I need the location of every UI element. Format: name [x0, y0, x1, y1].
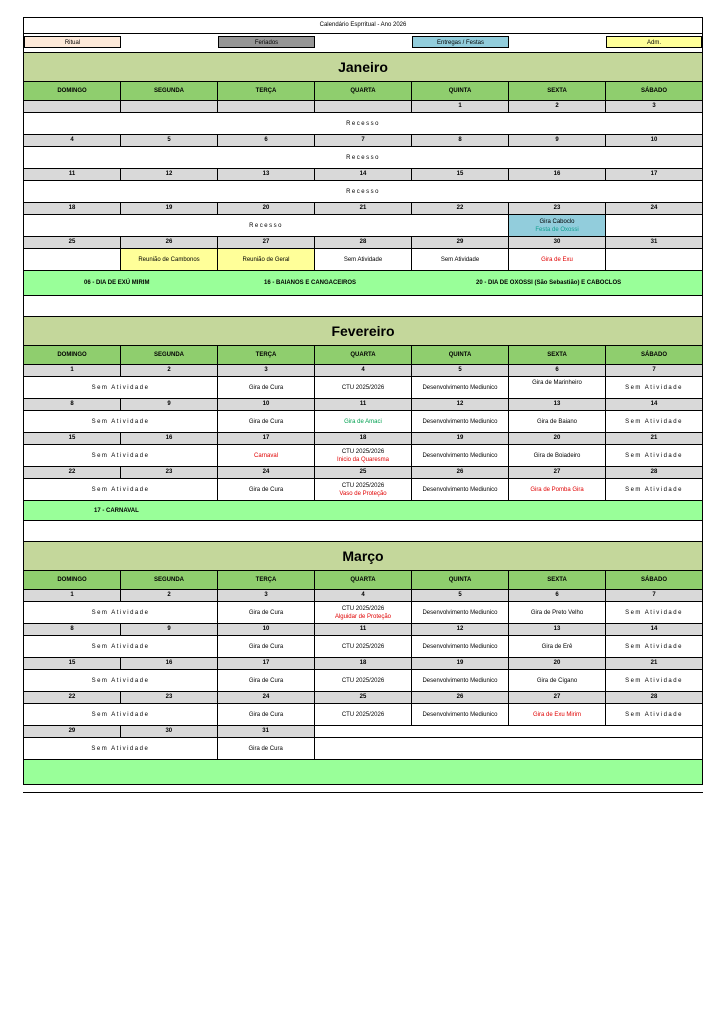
event-sem-atividade: Sem Atividade	[315, 249, 412, 270]
date-cell: 22	[24, 467, 121, 478]
date-row	[24, 624, 702, 636]
date-cell: 12	[412, 624, 509, 635]
weekday: SEGUNDA	[121, 571, 218, 589]
date-cell: 5	[121, 135, 218, 146]
event-ctu: CTU 2025/2026	[315, 670, 412, 691]
event-sem-atividade: Sem Atividade	[24, 704, 218, 725]
date-cell	[24, 101, 121, 112]
date-cell: 17	[218, 433, 315, 444]
date-cell: 15	[412, 169, 509, 180]
recesso-cell: Recesso	[346, 120, 380, 127]
date-cell: 27	[509, 467, 606, 478]
date-cell: 11	[315, 624, 412, 635]
legend-ritual: Ritual	[24, 36, 121, 48]
event-gira-cura: Gira de Cura	[218, 738, 315, 759]
activity-row	[24, 113, 702, 135]
date-cell: 14	[650, 626, 658, 632]
date-cell: 10	[650, 137, 658, 143]
recesso-cell: Recesso	[24, 215, 509, 236]
date-cell: 5	[412, 365, 509, 376]
event-sem-atividade: Sem Atividade	[24, 670, 218, 691]
event-desenvolvimento: Desenvolvimento Mediunico	[412, 479, 509, 500]
event-gira-exu: Gira de Exu	[509, 249, 606, 270]
weekday: DOMINGO	[24, 571, 121, 589]
activity-row	[24, 738, 702, 760]
month-title-fevereiro: Fevereiro	[24, 317, 702, 346]
date-cell: 1	[24, 590, 121, 601]
date-cell: 2	[121, 365, 218, 376]
event-ctu	[315, 602, 412, 623]
legend-feriados: Feriados	[218, 36, 315, 48]
event-desenvolvimento: Desenvolvimento Mediunico	[412, 602, 509, 623]
date-cell: 9	[509, 135, 606, 146]
event-sem-atividade: Sem Atividade	[24, 377, 218, 398]
event-ctu	[315, 479, 412, 500]
event-sublabel: Inicio da Quaresma	[336, 456, 390, 463]
date-cell: 7	[652, 592, 656, 598]
date-row	[24, 135, 702, 147]
date-row	[24, 590, 702, 602]
event-gira-exu-mirim: Gira de Exu Mirim	[509, 704, 606, 725]
date-cell: 13	[509, 399, 606, 410]
event-sem-atividade: Sem Atividade	[625, 609, 683, 616]
legend	[24, 34, 702, 53]
empty-cell	[606, 249, 702, 270]
date-cell: 16	[121, 433, 218, 444]
date-cell: 9	[121, 624, 218, 635]
event-gira-amaci: Gira de Amaci	[315, 411, 412, 432]
date-cell: 20	[218, 203, 315, 214]
event-gira-ere: Gira de Erê	[509, 636, 606, 657]
activity-row	[24, 181, 702, 203]
event-gira-boiadeiro: Gira de Boiadeiro	[509, 445, 606, 466]
event-label: CTU 2025/2026	[341, 482, 385, 489]
event-gira-cura: Gira de Cura	[218, 479, 315, 500]
date-cell: 24	[650, 205, 658, 211]
date-cell: 15	[24, 658, 121, 669]
weekday: QUARTA	[315, 571, 412, 589]
date-cell: 28	[315, 237, 412, 248]
date-cell: 24	[218, 467, 315, 478]
month-title-janeiro: Janeiro	[24, 53, 702, 82]
date-cell: 21	[650, 435, 658, 441]
date-cell: 6	[509, 590, 606, 601]
date-cell: 18	[24, 203, 121, 214]
date-cell: 3	[218, 365, 315, 376]
date-cell: 18	[315, 658, 412, 669]
event-desenvolvimento: Desenvolvimento Mediunico	[412, 704, 509, 725]
date-cell: 1	[24, 365, 121, 376]
event-sem-atividade: Sem Atividade	[625, 418, 683, 425]
date-cell: 19	[412, 433, 509, 444]
date-cell: 12	[412, 399, 509, 410]
date-cell: 21	[315, 203, 412, 214]
weekday: DOMINGO	[24, 82, 121, 100]
event-sem-atividade: Sem Atividade	[625, 486, 683, 493]
date-cell: 2	[121, 590, 218, 601]
date-cell: 10	[218, 624, 315, 635]
date-cell: 27	[509, 692, 606, 703]
calendar-title: Calendário Esprritual - Ano 2026	[24, 18, 702, 34]
date-cell: 7	[652, 367, 656, 373]
weekday: DOMINGO	[24, 346, 121, 364]
recesso-cell: Recesso	[346, 154, 380, 161]
event-desenvolvimento: Desenvolvimento Mediunico	[412, 377, 509, 398]
event-gira-caboclo	[509, 215, 606, 236]
event-gira-marinheiro: Gira de Marinheiro	[509, 377, 606, 398]
date-cell: 25	[315, 692, 412, 703]
date-cell	[121, 101, 218, 112]
note: 17 - CARNAVAL	[94, 507, 139, 514]
activity-row	[24, 636, 702, 658]
weekday-header	[24, 571, 702, 590]
date-cell: 7	[315, 135, 412, 146]
divider	[23, 792, 703, 793]
recesso-cell: Recesso	[346, 188, 380, 195]
date-cell	[315, 101, 412, 112]
date-cell: 19	[412, 658, 509, 669]
legend-adm: Adm.	[606, 36, 702, 48]
note: 20 - DIA DE OXOSSI (São Sebastião) E CABOCLOS	[476, 280, 622, 286]
event-sem-atividade: Sem Atividade	[625, 384, 683, 391]
date-row	[24, 169, 702, 181]
date-cell: 11	[24, 169, 121, 180]
event-desenvolvimento: Desenvolvimento Mediunico	[412, 445, 509, 466]
event-gira-pomba-gira: Gira de Pomba Gira	[509, 479, 606, 500]
event-sem-atividade: Sem Atividade	[24, 445, 218, 466]
event-gira-baiano: Gira de Baiano	[509, 411, 606, 432]
date-cell: 5	[412, 590, 509, 601]
empty-cell	[315, 738, 702, 759]
event-sem-atividade: Sem Atividade	[412, 249, 509, 270]
event-gira-cura: Gira de Cura	[218, 411, 315, 432]
event-sem-atividade: Sem Atividade	[625, 677, 683, 684]
event-sublabel: Vaso de Proteção	[339, 490, 387, 497]
date-cell: 4	[24, 135, 121, 146]
date-cell: 29	[24, 726, 121, 737]
activity-row	[24, 670, 702, 692]
weekday: SÁBADO	[640, 88, 667, 94]
date-cell: 26	[121, 237, 218, 248]
date-cell: 21	[650, 660, 658, 666]
calendar-sheet	[23, 17, 703, 785]
event-reuniao-cambonos: Reunião de Cambonos	[121, 249, 218, 270]
activity-row	[24, 445, 702, 467]
date-cell: 14	[315, 169, 412, 180]
date-row	[24, 433, 702, 445]
event-gira-cura: Gira de Cura	[218, 377, 315, 398]
weekday: TERÇA	[218, 571, 315, 589]
weekday-header	[24, 346, 702, 365]
date-cell: 27	[218, 237, 315, 248]
date-cell: 17	[650, 171, 658, 177]
event-desenvolvimento: Desenvolvimento Mediunico	[412, 670, 509, 691]
event-sem-atividade: Sem Atividade	[24, 479, 218, 500]
date-row	[24, 365, 702, 377]
date-cell: 4	[315, 365, 412, 376]
date-cell: 16	[121, 658, 218, 669]
date-cell: 10	[218, 399, 315, 410]
weekday: SÁBADO	[640, 352, 667, 358]
weekday: QUARTA	[315, 346, 412, 364]
date-cell: 30	[509, 237, 606, 248]
event-reuniao-geral: Reunião de Geral	[218, 249, 315, 270]
date-cell: 8	[24, 399, 121, 410]
empty-cell	[315, 726, 702, 737]
date-cell	[218, 101, 315, 112]
date-cell: 23	[121, 692, 218, 703]
weekday: SEXTA	[509, 82, 606, 100]
date-cell: 9	[121, 399, 218, 410]
event-label: CTU 2025/2026	[341, 448, 385, 455]
date-cell: 4	[315, 590, 412, 601]
event-sem-atividade: Sem Atividade	[625, 643, 683, 650]
month-notes-janeiro	[24, 271, 702, 296]
date-cell: 15	[24, 433, 121, 444]
date-cell: 14	[650, 401, 658, 407]
date-cell: 25	[24, 237, 121, 248]
event-label: Gira Caboclo	[539, 218, 575, 225]
date-row	[24, 237, 702, 249]
event-sublabel: Alguidar de Proteção	[334, 613, 392, 620]
weekday: TERÇA	[218, 346, 315, 364]
date-cell: 22	[412, 203, 509, 214]
date-cell: 28	[650, 469, 658, 475]
date-cell: 31	[218, 726, 315, 737]
date-cell: 25	[315, 467, 412, 478]
month-notes-marco	[24, 760, 702, 784]
date-row	[24, 726, 702, 738]
event-label: CTU 2025/2026	[341, 605, 385, 612]
date-cell: 11	[315, 399, 412, 410]
weekday: SEXTA	[509, 571, 606, 589]
date-cell: 17	[218, 658, 315, 669]
date-row	[24, 692, 702, 704]
note: 16 - BAIANOS E CANGACEIROS	[264, 280, 357, 286]
date-cell: 13	[218, 169, 315, 180]
date-cell: 3	[652, 103, 656, 109]
date-row	[24, 399, 702, 411]
spacer	[24, 296, 702, 317]
date-cell: 2	[509, 101, 606, 112]
date-cell: 23	[509, 203, 606, 214]
activity-row	[24, 602, 702, 624]
weekday: SEGUNDA	[121, 346, 218, 364]
date-cell: 16	[509, 169, 606, 180]
weekday-header	[24, 82, 702, 101]
event-gira-cura: Gira de Cura	[218, 704, 315, 725]
date-cell: 8	[24, 624, 121, 635]
empty-cell	[24, 249, 121, 270]
month-title-marco: Março	[24, 542, 702, 571]
date-row	[24, 658, 702, 670]
event-sem-atividade: Sem Atividade	[24, 602, 218, 623]
spacer	[24, 521, 702, 542]
event-sem-atividade: Sem Atividade	[24, 738, 218, 759]
month-notes-fevereiro	[24, 501, 702, 521]
date-cell: 8	[412, 135, 509, 146]
event-ctu: CTU 2025/2026	[315, 377, 412, 398]
event-desenvolvimento: Desenvolvimento Mediunico	[412, 411, 509, 432]
activity-row	[24, 147, 702, 169]
date-cell: 3	[218, 590, 315, 601]
date-cell: 28	[650, 694, 658, 700]
date-row	[24, 101, 702, 113]
date-cell: 22	[24, 692, 121, 703]
date-cell: 20	[509, 658, 606, 669]
event-sem-atividade: Sem Atividade	[625, 711, 683, 718]
event-ctu	[315, 445, 412, 466]
event-gira-preto-velho: Gira de Preto Velho	[509, 602, 606, 623]
event-gira-cura: Gira de Cura	[218, 670, 315, 691]
date-cell: 12	[121, 169, 218, 180]
weekday: QUINTA	[412, 346, 509, 364]
date-cell: 20	[509, 433, 606, 444]
weekday: SÁBADO	[640, 577, 667, 583]
date-cell: 18	[315, 433, 412, 444]
event-gira-cigano: Gira de Cigano	[509, 670, 606, 691]
event-sem-atividade: Sem Atividade	[625, 452, 683, 459]
date-cell: 31	[650, 239, 658, 245]
activity-row	[24, 215, 702, 237]
date-cell: 1	[412, 101, 509, 112]
event-desenvolvimento: Desenvolvimento Mediunico	[412, 636, 509, 657]
date-cell: 6	[218, 135, 315, 146]
date-cell: 19	[121, 203, 218, 214]
date-row	[24, 467, 702, 479]
activity-row	[24, 249, 702, 271]
date-cell: 29	[412, 237, 509, 248]
date-row	[24, 203, 702, 215]
legend-entregas: Entregas / Festas	[412, 36, 509, 48]
weekday: QUINTA	[412, 82, 509, 100]
date-cell: 26	[412, 467, 509, 478]
weekday: SEGUNDA	[121, 82, 218, 100]
event-sublabel: Festa de Oxossi	[535, 226, 579, 233]
activity-row	[24, 479, 702, 501]
event-ctu: CTU 2025/2026	[315, 636, 412, 657]
event-gira-cura: Gira de Cura	[218, 636, 315, 657]
activity-row	[24, 411, 702, 433]
activity-row	[24, 704, 702, 726]
empty-cell	[606, 215, 702, 236]
weekday: QUARTA	[315, 82, 412, 100]
weekday: SEXTA	[509, 346, 606, 364]
date-cell: 30	[121, 726, 218, 737]
activity-row	[24, 377, 702, 399]
date-cell: 23	[121, 467, 218, 478]
note: 06 - DIA DE EXÚ MIRIM	[84, 280, 150, 286]
date-cell: 6	[509, 365, 606, 376]
date-cell: 26	[412, 692, 509, 703]
date-cell: 24	[218, 692, 315, 703]
event-sem-atividade: Sem Atividade	[24, 636, 218, 657]
weekday: QUINTA	[412, 571, 509, 589]
date-cell: 13	[509, 624, 606, 635]
weekday: TERÇA	[218, 82, 315, 100]
event-ctu: CTU 2025/2026	[315, 704, 412, 725]
event-carnaval: Carnaval	[218, 445, 315, 466]
event-gira-cura: Gira de Cura	[218, 602, 315, 623]
event-sem-atividade: Sem Atividade	[24, 411, 218, 432]
